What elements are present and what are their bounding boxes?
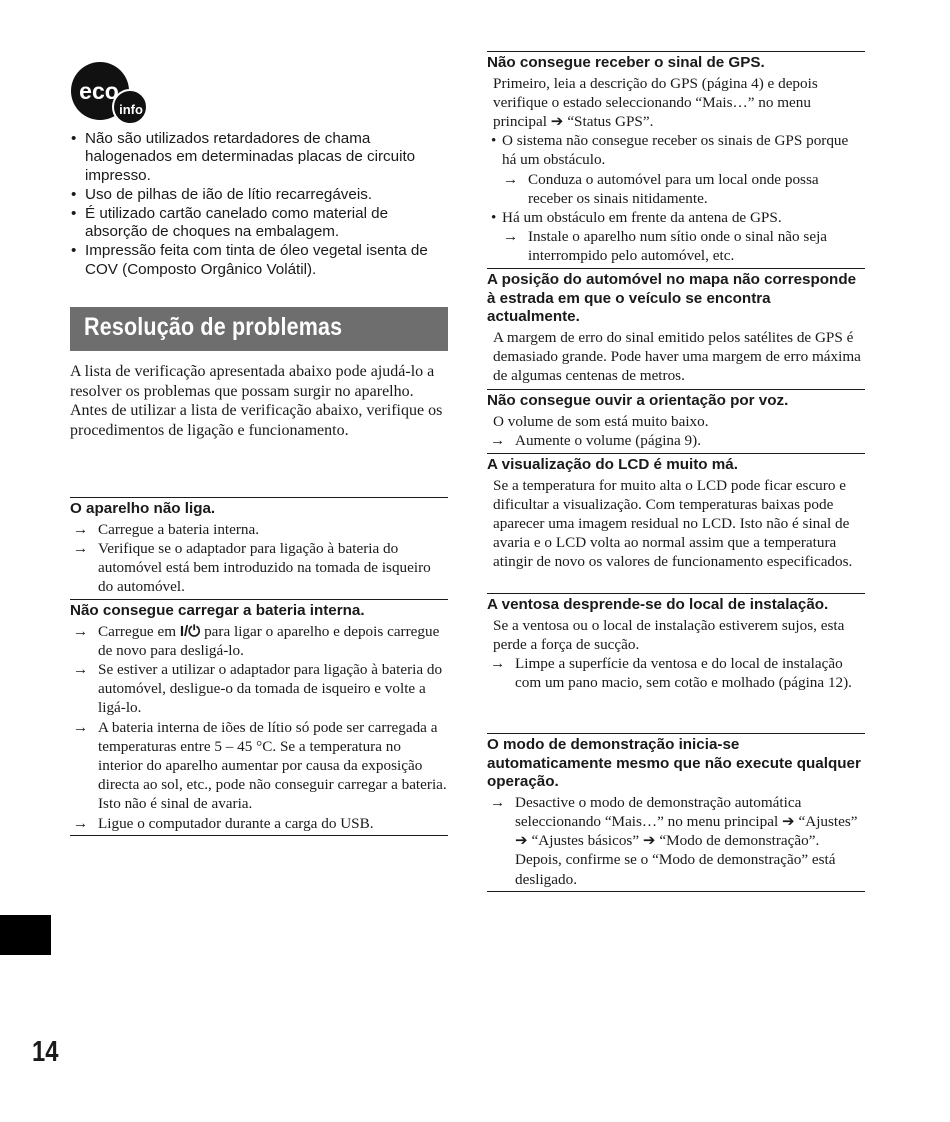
- issue-heading: Não consegue receber o sinal de GPS.: [487, 54, 765, 71]
- issue-heading: A visualização do LCD é muito má.: [487, 456, 738, 473]
- arrow-icon: →: [490, 793, 506, 811]
- solution-item: → Desactive o modo de demonstração automática seleccionando “Mais…” no menu principal ➔ “Ajustes” ➔ “Ajustes básicos” ➔ “Modo de demonstração”. Depois, confirme se o “Modo de demonstração” está desligado.: [490, 793, 858, 888]
- arrow-icon: →: [503, 170, 519, 188]
- arrow-right-icon: ➔: [515, 832, 528, 850]
- solution-item: → Ligue o computador durante a carga do USB.: [73, 814, 374, 832]
- section-banner: [70, 307, 448, 351]
- eco-item: • É utilizado cartão canelado como material de absorção de choques na embalagem.: [70, 205, 450, 242]
- issue-suction-cup: [487, 593, 865, 692]
- solution-item: → Carregue em I/⏻ para ligar o aparelho e depois carregue de novo para desligá-lo.: [73, 622, 440, 659]
- arrow-icon: →: [503, 228, 519, 246]
- arrow-icon: →: [73, 661, 89, 678]
- issue-heading: A posição do automóvel no mapa não corresponde à estrada em que o veículo se encontra actualmente.: [487, 271, 857, 326]
- arrow-icon: →: [73, 539, 89, 557]
- solution-item: → Conduza o automóvel para um local onde possa receber os sinais nitidamente.: [503, 170, 819, 207]
- eco-logo-main: eco: [79, 78, 119, 104]
- solution-item: → A bateria interna de iões de lítio só pode ser carregada a temperaturas entre 5 – 45 °C. Se a temperatura no interior do aparelho aumentar por causa da exposição directa ao sol, etc., pode não conseguir carregar a bateria. Isto não é sinal de avaria.: [73, 718, 447, 813]
- eco-features-list: [70, 130, 450, 280]
- arrow-right-icon: ➔: [781, 812, 795, 830]
- arrow-icon: →: [73, 622, 89, 640]
- arrow-right-icon: ➔: [550, 113, 564, 130]
- issue-text: Se a temperatura for muito alta o LCD pode ficar escuro e dificultar a visualização. Com temperaturas baixas pode aparecer uma imagem residual no LCD. Isto não é sinal de avaria e o LCD volta ao normal assim que a temperatura atingir de novo os valores de funcionamento especificados.: [493, 476, 853, 571]
- power-button-icon: I/⏻: [179, 622, 201, 640]
- section-title: Resolução de problemas: [84, 313, 343, 341]
- issue-heading: Não consegue ouvir a orientação por voz.: [487, 392, 789, 409]
- issue-demo-mode: [487, 733, 865, 892]
- issue-heading: O modo de demonstração inicia-se automaticamente mesmo que não execute qualquer operação.: [487, 736, 861, 791]
- eco-item: • Impressão feita com tinta de óleo vegetal isenta de COV (Composto Orgânico Volátil).: [70, 242, 450, 279]
- bullet-icon: •: [491, 132, 497, 150]
- section-tab-marker: [0, 915, 51, 955]
- eco-info-logo: [70, 62, 150, 126]
- issue-gps: [487, 51, 865, 266]
- issue-heading: Não consegue carregar a bateria interna.: [70, 602, 365, 619]
- arrow-icon: →: [490, 655, 506, 672]
- cause-item: • Há um obstáculo em frente da antena de GPS.: [491, 209, 782, 227]
- eco-item: • Não são utilizados retardadores de chama halogenados em determinadas placas de circuito impresso.: [70, 130, 450, 185]
- issue-heading: A ventosa desprende-se do local de instalação.: [487, 596, 829, 613]
- solution-item: → Se estiver a utilizar o adaptador para ligação à bateria do automóvel, desligue-o da tomada de isqueiro e volte a ligá-lo.: [73, 661, 443, 717]
- eco-item: • Uso de pilhas de ião de lítio recarregáveis.: [70, 186, 450, 204]
- issue-text: A margem de erro do sinal emitido pelos satélites de GPS é demasiado grande. Pode haver uma margem de erro máxima de algumas centenas de metros.: [493, 328, 861, 385]
- issue-text: Primeiro, leia a descrição do GPS (página 4) e depois verifique o estado seleccionando “Mais…” no menu principal ➔ “Status GPS”.: [493, 74, 818, 130]
- issue-text: O volume de som está muito baixo.: [493, 412, 709, 430]
- arrow-right-icon: ➔: [642, 832, 656, 850]
- issue-voice: [487, 389, 865, 450]
- issue-position: [487, 268, 865, 385]
- intro-text: [70, 362, 448, 440]
- solution-item: → Carregue a bateria interna.: [73, 520, 260, 538]
- intro-paragraph: A lista de verificação apresentada abaixo pode ajudá-lo a resolver os problemas que possam surgir no aparelho.: [70, 363, 435, 400]
- cause-item: • O sistema não consegue receber os sinais de GPS porque há um obstáculo.: [491, 132, 849, 169]
- arrow-icon: →: [490, 431, 506, 449]
- issue-lcd: [487, 453, 865, 572]
- issue-text: Se a ventosa ou o local de instalação estiverem sujos, esta perde a força de sucção.: [493, 616, 845, 653]
- issue-heading: O aparelho não liga.: [70, 500, 216, 517]
- arrow-icon: →: [73, 718, 89, 736]
- eco-logo-sub: info: [119, 102, 143, 117]
- arrow-icon: →: [73, 814, 89, 832]
- solution-item: → Aumente o volume (página 9).: [490, 431, 701, 449]
- arrow-icon: →: [73, 520, 89, 538]
- solution-item: → Verifique se o adaptador para ligação à bateria do automóvel está bem introduzido na tomada de isqueiro do automóvel.: [73, 539, 431, 596]
- issue-no-charge: [70, 599, 448, 836]
- solution-item: → Limpe a superfície da ventosa e do local de instalação com um pano macio, sem cotão e molhado (página 12).: [490, 655, 852, 692]
- issue-no-power: [70, 497, 448, 596]
- page-number: 14: [32, 1036, 59, 1068]
- bullet-icon: •: [491, 209, 497, 227]
- solution-item: → Instale o aparelho num sítio onde o sinal não seja interrompido pelo automóvel, etc.: [503, 228, 828, 265]
- intro-paragraph: Antes de utilizar a lista de verificação abaixo, verifique os procedimentos de ligação e funcionamento.: [70, 402, 443, 439]
